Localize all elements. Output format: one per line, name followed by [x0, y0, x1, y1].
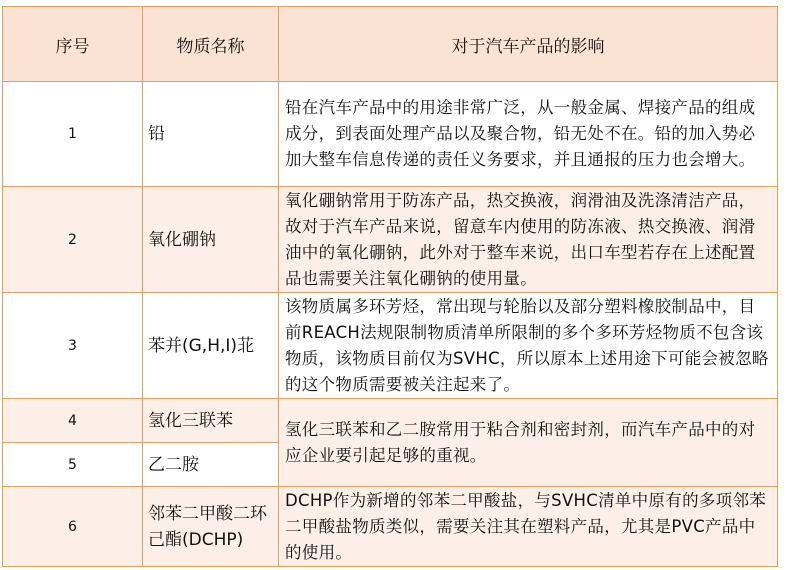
- table-row: [3, 399, 778, 443]
- row-substance-name: 氧化硼钠: [143, 187, 279, 293]
- table-row: [3, 82, 778, 187]
- row-serial-number: 5: [3, 443, 143, 487]
- header-substance-name: 物质名称: [143, 7, 279, 82]
- header-serial-number: 序号: [3, 7, 143, 82]
- row-substance-name: 氢化三联苯: [143, 399, 279, 443]
- row-substance-name: 苯并(G,H,I)苝: [143, 293, 279, 399]
- row-effect-text: DCHP作为新增的邻苯二甲酸盐，与SVHC清单中原有的多项邻苯二甲酸盐物质类似，需要关注其在塑料产品，尤其是PVC产品中的使用。: [279, 487, 778, 567]
- header-effect-on-auto: 对于汽车产品的影响: [279, 7, 778, 82]
- table-header-row: [3, 7, 778, 82]
- substance-table: [2, 6, 778, 567]
- table-row: [3, 187, 778, 293]
- row-substance-name: 乙二胺: [143, 443, 279, 487]
- table-row: [3, 293, 778, 399]
- row-serial-number: 6: [3, 487, 143, 567]
- row-serial-number: 2: [3, 187, 143, 293]
- row-effect-text: 该物质属多环芳烃，常出现与轮胎以及部分塑料橡胶制品中，目前REACH法规限制物质清单所限制的多个多环芳烃物质不包含该物质，该物质目前仅为SVHC，所以原本上述用途下可能会被忽略的这个物质需要被关注起来了。: [279, 293, 778, 399]
- table-row: [3, 487, 778, 567]
- row-effect-text: 氧化硼钠常用于防冻产品，热交换液，润滑油及洗涤清洁产品，故对于汽车产品来说，留意车内使用的防冻液、热交换液、润滑油中的氧化硼钠，此外对于整车来说，出口车型若存在上述配置品也需要关注氧化硼钠的使用量。: [279, 187, 778, 293]
- row-substance-name: 铅: [143, 82, 279, 187]
- row-serial-number: 3: [3, 293, 143, 399]
- row-effect-text: 氢化三联苯和乙二胺常用于粘合剂和密封剂，而汽车产品中的对应企业要引起足够的重视。: [279, 399, 778, 487]
- row-serial-number: 1: [3, 82, 143, 187]
- row-effect-text: 铅在汽车产品中的用途非常广泛，从一般金属、焊接产品的组成成分，到表面处理产品以及聚合物，铅无处不在。铅的加入势必加大整车信息传递的责任义务要求，并且通报的压力也会增大。: [279, 82, 778, 187]
- row-serial-number: 4: [3, 399, 143, 443]
- row-substance-name: 邻苯二甲酸二环己酯(DCHP): [143, 487, 279, 567]
